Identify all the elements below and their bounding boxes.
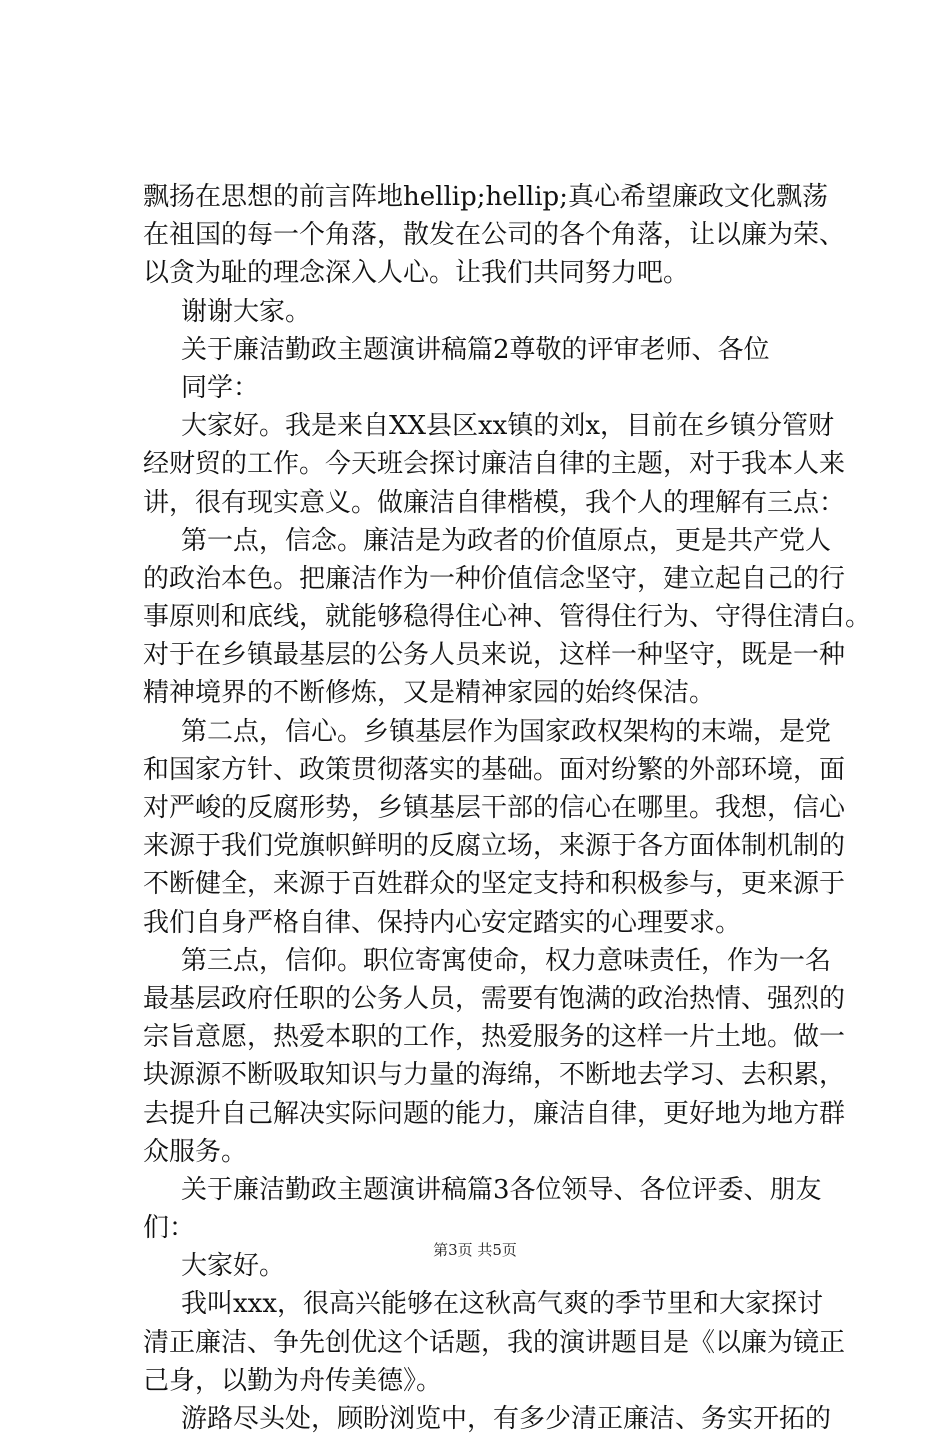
text-line: 第三点，信仰。职位寄寓使命，权力意味责任，作为一名 [181,945,832,976]
text-line: 同学： [181,372,260,403]
text-line: 众服务。 [143,1136,248,1167]
text-line: 关于廉洁勤政主题演讲稿篇2尊敬的评审老师、各位 [181,334,770,365]
text-line: 最基层政府任职的公务人员，需要有饱满的政治热情、强烈的 [143,983,846,1014]
text-line: 在祖国的每一个角落，散发在公司的各个角落，让以廉为荣、 [143,220,846,251]
text-line: 大家好。 [181,1251,286,1282]
text-line: 第二点，信心。乡镇基层作为国家政权架构的末端，是党 [181,716,832,747]
text-line: 的政治本色。把廉洁作为一种价值信念坚守，建立起自己的行 [143,563,846,594]
text-line: 清正廉洁、争先创优这个话题，我的演讲题目是《以廉为镜正 [143,1327,846,1358]
text-line: 经财贸的工作。今天班会探讨廉洁自律的主题，对于我本人来 [143,449,846,480]
text-line: 飘扬在思想的前言阵地hellip;hellip;真心希望廉政文化飘荡 [143,182,828,212]
text-line: 对严峻的反腐形势，乡镇基层干部的信心在哪里。我想，信心 [143,793,846,823]
text-line: 不断健全，来源于百姓群众的坚定支持和积极参与，更来源于 [143,869,846,900]
text-line: 谢谢大家。 [181,296,312,327]
text-line: 对于在乡镇最基层的公务人员来说，这样一种坚守，既是一种 [143,640,846,671]
text-line: 去提升自己解决实际问题的能力，廉洁自律，更好地为地方群 [143,1098,846,1129]
text-line: 我叫xxx，很高兴能够在这秋高气爽的季节里和大家探讨 [181,1289,823,1320]
text-line: 来源于我们党旗帜鲜明的反腐立场，来源于各方面体制机制的 [143,831,846,862]
page-footer: 第3页 共5页 [433,1241,517,1259]
text-line: 宗旨意愿，热爱本职的工作，热爱服务的这样一片土地。做一 [143,1022,846,1053]
text-line: 以贪为耻的理念深入人心。让我们共同努力吧。 [143,258,690,289]
text-line: 精神境界的不断修炼，又是精神家园的始终保洁。 [143,678,716,709]
text-line: 块源源不断吸取知识与力量的海绵，不断地去学习、去积累， [143,1060,846,1091]
text-line: 讲，很有现实意义。做廉洁自律楷模，我个人的理解有三点： [143,487,846,518]
text-line: 第一点，信念。廉洁是为政者的价值原点，更是共产党人 [181,525,832,556]
text-line: 关于廉洁勤政主题演讲稿篇3各位领导、各位评委、朋友 [181,1174,822,1205]
text-line: 我们自身严格自律、保持内心安定踏实的心理要求。 [143,907,742,938]
text-line: 大家好。我是来自XX县区xx镇的刘x，目前在乡镇分管财 [181,411,835,442]
text-line: 和国家方针、政策贯彻落实的基础。面对纷繁的外部环境，面 [143,754,846,785]
text-line: 们： [143,1213,196,1244]
text-line: 己身，以勤为舟传美德》。 [143,1365,443,1396]
text-line: 游路尽头处，顾盼浏览中，有多少清正廉洁、务实开拓的 [181,1404,832,1434]
text-line: 事原则和底线，就能够稳得住心神、管得住行为、守得住清白。 [143,602,872,633]
